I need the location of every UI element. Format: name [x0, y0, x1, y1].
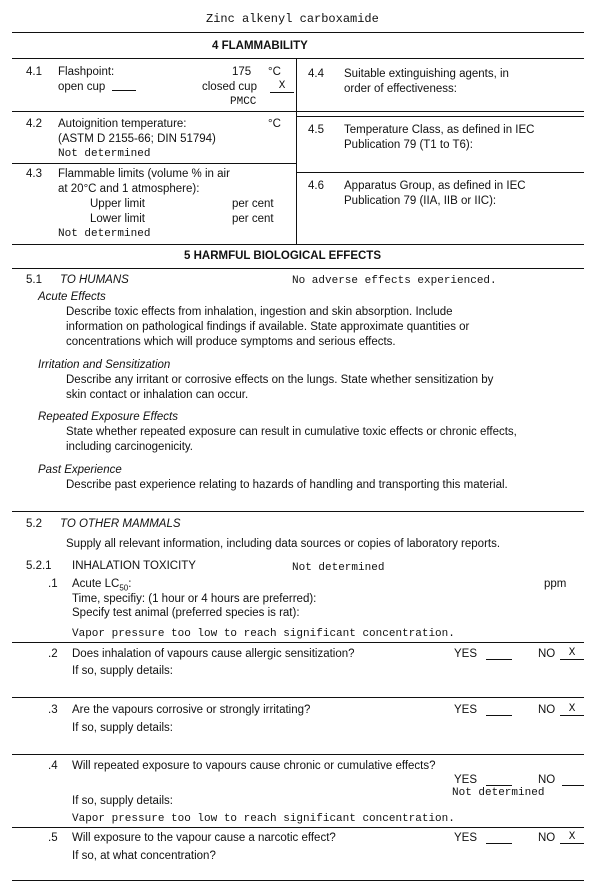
q4-num: .4 [48, 760, 58, 772]
s44-num: 4.4 [308, 68, 324, 80]
s521-title: INHALATION TOXICITY [72, 560, 196, 572]
s43-upper: Upper limit [90, 198, 145, 210]
s43-line1: Flammable limits (volume % in air [58, 168, 230, 180]
open-cup-blank [112, 90, 136, 91]
s44-line1: Suitable extinguishing agents, in [344, 68, 509, 80]
q1-unit: ppm [544, 578, 567, 590]
document-title: Zinc alkenyl carboxamide [206, 12, 379, 26]
q1-label-sub: 50 [119, 583, 129, 593]
s42-standard: (ASTM D 2155-66; DIN 51794) [58, 133, 216, 145]
acute-title: Acute Effects [38, 291, 106, 303]
q4-no: NO [538, 774, 556, 786]
q3-no: NO [538, 704, 556, 716]
past-title: Past Experience [38, 464, 122, 476]
q4-question: Will repeated exposure to vapours cause chronic or cumulative effects? [72, 760, 436, 772]
divider [296, 116, 584, 117]
divider [12, 880, 584, 881]
divider [12, 111, 584, 112]
q3-yes: YES [454, 704, 478, 716]
q5-num: .5 [48, 832, 58, 844]
divider [12, 32, 584, 33]
irritation-line2: skin contact or inhalation can occur. [66, 389, 249, 401]
q5-no-mark: X [560, 831, 584, 844]
q4-no-blank [562, 785, 584, 786]
s521-answer: Not determined [292, 562, 385, 574]
q1-animal: Specify test animal (preferred species is rat): [72, 607, 300, 619]
past-line1: Describe past experience relating to hazards of handling and transporting this material. [66, 479, 508, 491]
s43-lower-unit: per cent [232, 213, 274, 225]
repeated-line1: State whether repeated exposure can result in cumulative toxic effects or chronic effects, [66, 426, 517, 438]
acute-line2: information on pathological findings if available. State approximate quantities or [66, 321, 470, 333]
q2-no-mark: X [560, 647, 584, 660]
divider [296, 172, 584, 173]
s41-closed-cup: closed cup [202, 81, 257, 93]
s52-num: 5.2 [26, 518, 42, 530]
q3-yes-blank [486, 715, 512, 716]
s41-open-cup: open cup [58, 81, 106, 93]
q4-yes: YES [454, 774, 478, 786]
divider [12, 827, 584, 828]
s521-num: 5.2.1 [26, 560, 52, 572]
divider [12, 244, 584, 245]
s41-unit: °C [268, 66, 281, 78]
irritation-line1: Describe any irritant or corrosive effects on the lungs. State whether sensitization by [66, 374, 494, 386]
section-4-heading: 4 FLAMMABILITY [212, 40, 308, 52]
acute-line1: Describe toxic effects from inhalation, ingestion and skin absorption. Include [66, 306, 453, 318]
s43-num: 4.3 [26, 168, 42, 180]
s46-line1: Apparatus Group, as defined in IEC [344, 180, 526, 192]
q5-question: Will exposure to the vapour cause a narcotic effect? [72, 832, 336, 844]
s52-desc: Supply all relevant information, including data sources or copies of laboratory reports. [66, 538, 501, 550]
closed-cup-mark: X [270, 80, 294, 93]
acute-line3: concentrations which will produce symptoms and serious effects. [66, 336, 396, 348]
s45-num: 4.5 [308, 124, 324, 136]
q5-no: NO [538, 832, 556, 844]
divider [12, 58, 584, 59]
divider [12, 268, 584, 269]
q3-details: If so, supply details: [72, 722, 173, 734]
repeated-title: Repeated Exposure Effects [38, 411, 178, 423]
divider [12, 163, 296, 164]
s42-unit: °C [268, 118, 281, 130]
q3-question: Are the vapours corrosive or strongly irritating? [72, 704, 311, 716]
s43-lower: Lower limit [90, 213, 145, 225]
q1-label [72, 578, 131, 592]
q4-yes-blank [486, 785, 512, 786]
s51-num: 5.1 [26, 274, 42, 286]
s42-num: 4.2 [26, 118, 42, 130]
s45-line2: Publication 79 (T1 to T6): [344, 139, 473, 151]
s42-label: Autoignition temperature: [58, 118, 187, 130]
q5-details: If so, at what concentration? [72, 850, 216, 862]
s43-value: Not determined [58, 228, 151, 240]
s42-value: Not determined [58, 148, 151, 160]
column-divider [296, 58, 297, 244]
repeated-line2: including carcinogenicity. [66, 441, 193, 453]
q2-yes: YES [454, 648, 478, 660]
divider [12, 754, 584, 755]
divider [12, 511, 584, 512]
q4-status: Not determined [452, 787, 545, 799]
s45-line1: Temperature Class, as defined in IEC [344, 124, 535, 136]
q4-answer: Vapor pressure too low to reach significant concentration. [72, 813, 455, 825]
q5-yes: YES [454, 832, 478, 844]
s41-label: Flashpoint: [58, 66, 115, 78]
irritation-title: Irritation and Sensitization [38, 359, 171, 371]
q1-time: Time, specifiy: (1 hour or 4 hours are preferred): [72, 593, 317, 605]
q1-answer: Vapor pressure too low to reach significant concentration. [72, 628, 455, 640]
q1-label-text: Acute LC [72, 578, 120, 590]
q1-label-colon: : [128, 578, 132, 590]
s46-line2: Publication 79 (IIA, IIB or IIC): [344, 195, 497, 207]
s41-num: 4.1 [26, 66, 42, 78]
s52-title: TO OTHER MAMMALS [60, 518, 181, 530]
s46-num: 4.6 [308, 180, 324, 192]
q2-no: NO [538, 648, 556, 660]
q5-yes-blank [486, 843, 512, 844]
q4-details: If so, supply details: [72, 795, 173, 807]
s41-method: PMCC [230, 96, 257, 108]
q1-num: .1 [48, 578, 58, 590]
s51-title: TO HUMANS [60, 274, 129, 286]
q2-yes-blank [486, 659, 512, 660]
s41-value: 175 [232, 66, 252, 78]
q3-no-mark: X [560, 703, 584, 716]
divider [12, 697, 584, 698]
s43-line2: at 20°C and 1 atmosphere): [58, 183, 200, 195]
section-5-heading: 5 HARMFUL BIOLOGICAL EFFECTS [184, 250, 381, 262]
q2-num: .2 [48, 648, 58, 660]
q3-num: .3 [48, 704, 58, 716]
s51-answer: No adverse effects experienced. [292, 275, 497, 287]
q2-details: If so, supply details: [72, 665, 173, 677]
divider [12, 642, 584, 643]
q2-question: Does inhalation of vapours cause allergic sensitization? [72, 648, 355, 660]
s44-line2: order of effectiveness: [344, 83, 457, 95]
s43-upper-unit: per cent [232, 198, 274, 210]
